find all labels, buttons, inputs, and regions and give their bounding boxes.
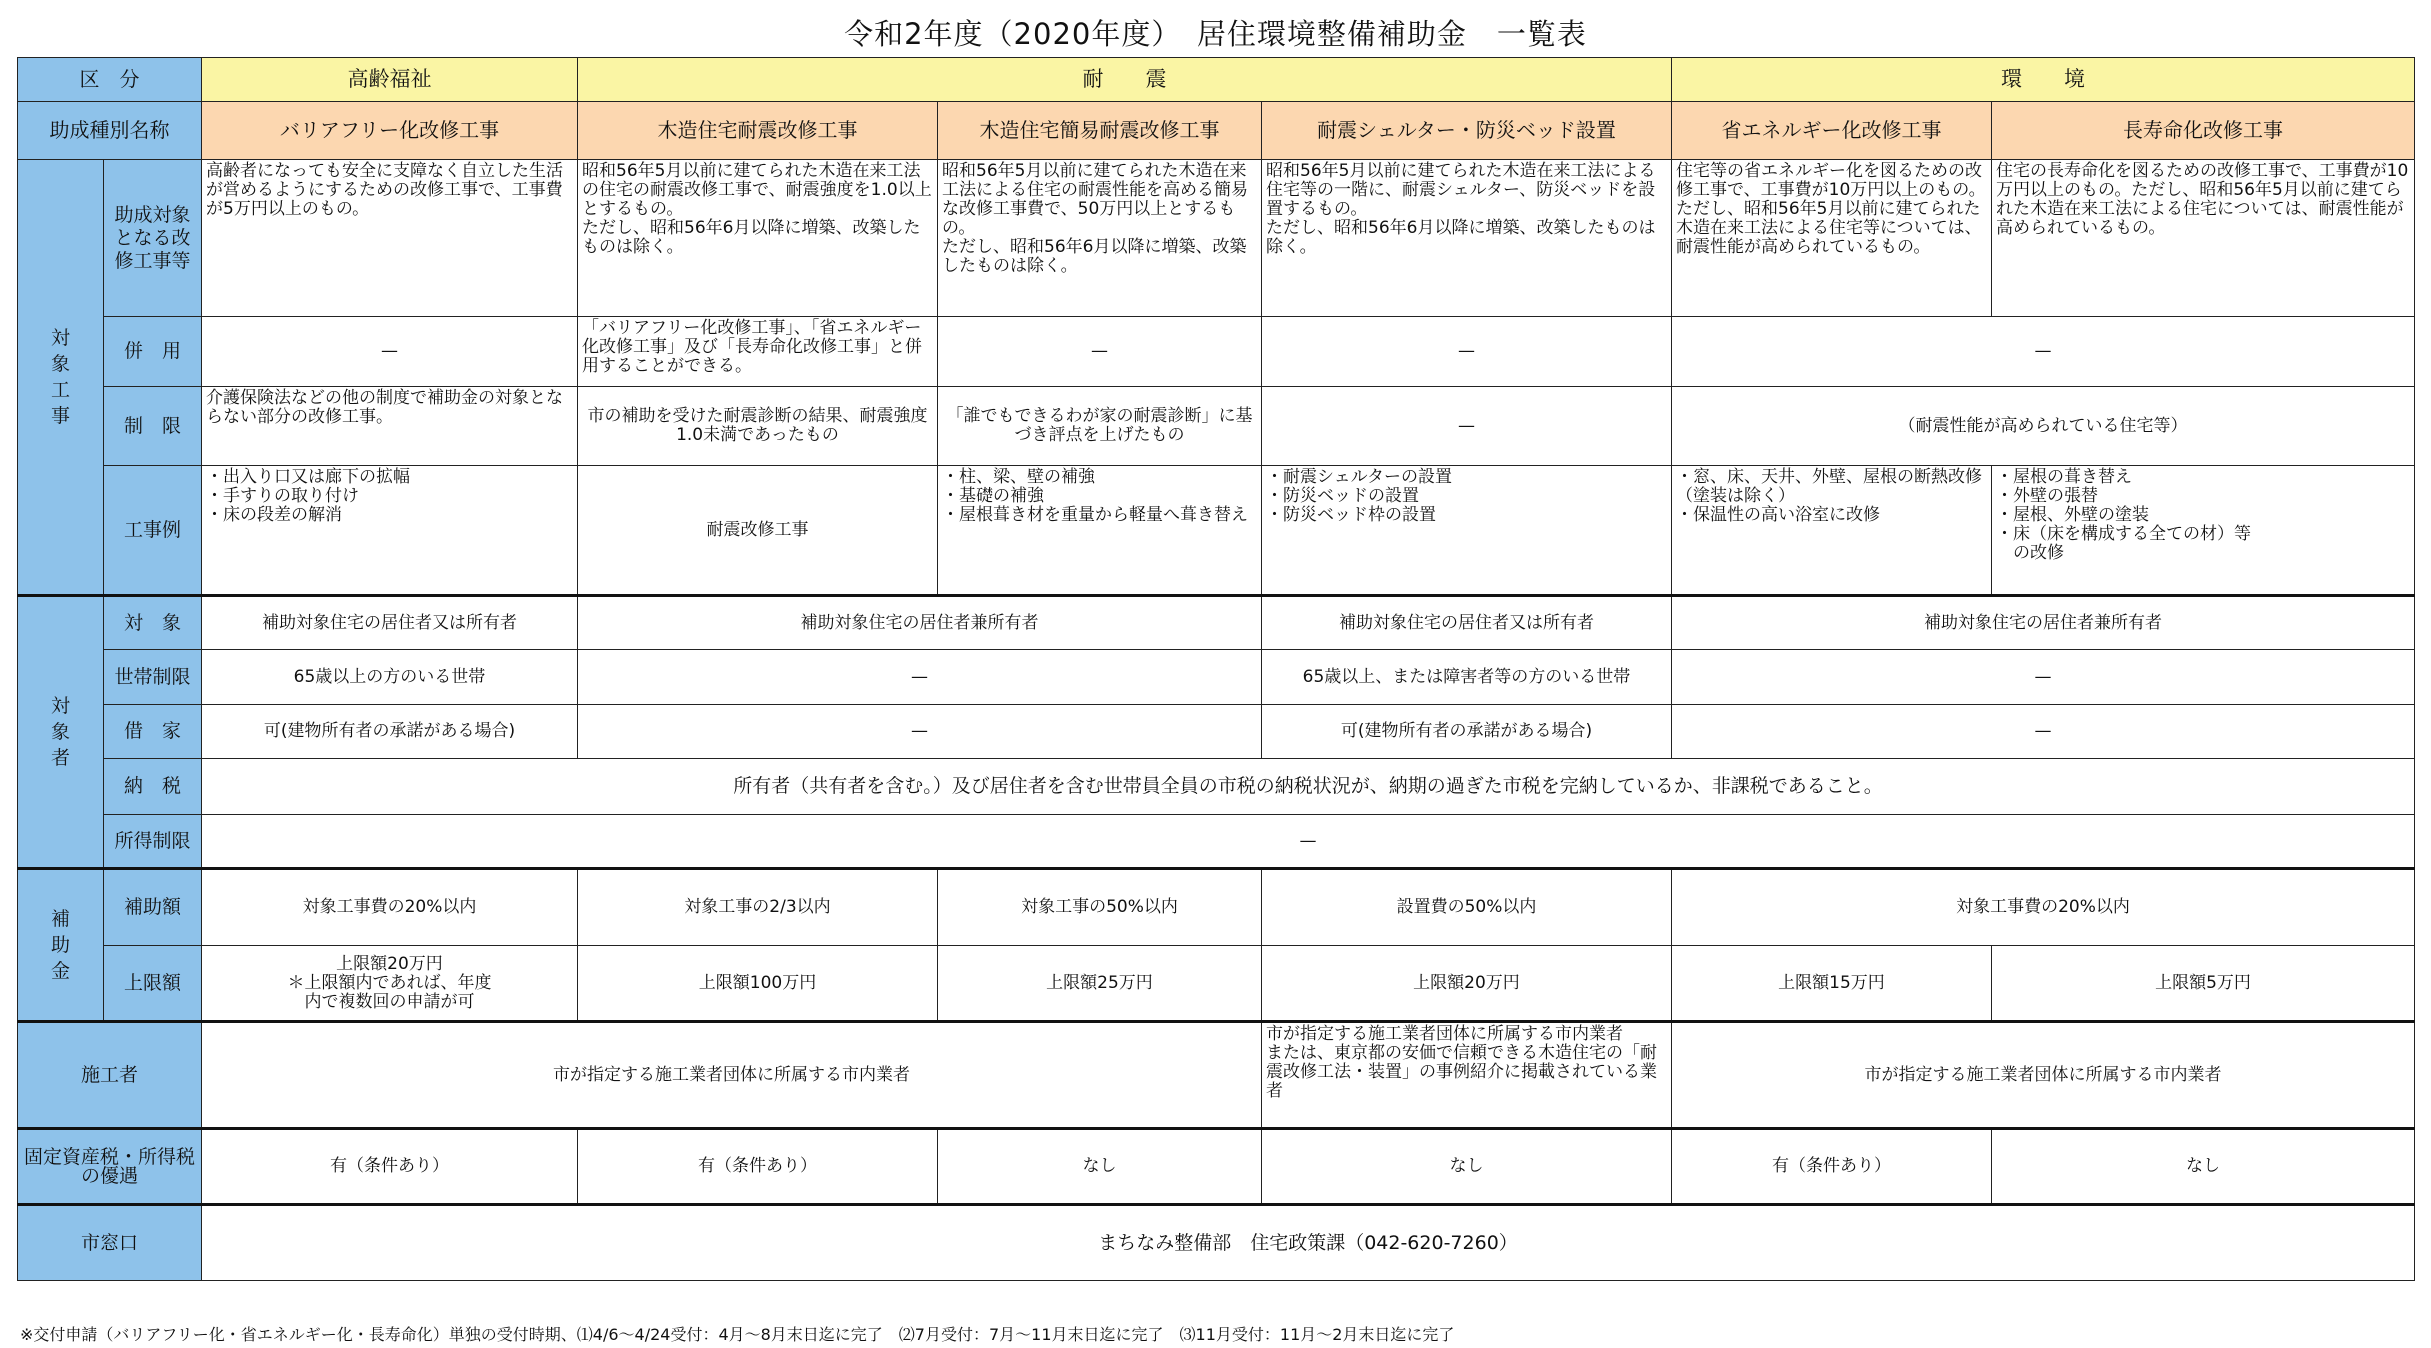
group-taishin: 耐 震 [578,58,1672,102]
type-barrier-free: バリアフリー化改修工事 [202,102,578,160]
jougen-cell: 上限額5万円 [1992,946,2415,1022]
shakuya-cell: — [578,705,1262,759]
zeisei-cell: なし [1992,1129,2415,1205]
setai-cell: — [1672,650,2415,705]
setai-cell: — [578,650,1262,705]
footnote: ※交付申請（バリアフリー化・省エネルギー化・長寿命化）単独の受付時期、⑴4/6～4/24受付：4月～8月末日迄に完了 ⑵7月受付：7月～11月末日迄に完了 ⑶11月受付：11月～2月末日迄に完了 [20,1325,1455,1344]
zeisei-cell: 有（条件あり） [202,1129,578,1205]
shakuya-cell: — [1672,705,2415,759]
taisho-cell: 補助対象住宅の居住者兼所有者 [1672,596,2415,650]
jougen-cell: 上限額20万円 [1262,946,1672,1022]
shotoku-cell: — [202,815,2415,869]
seigen-label: 制 限 [104,387,202,466]
type-kan-i-taishin: 木造住宅簡易耐震改修工事 [938,102,1262,160]
jirei-label: 工事例 [104,466,202,596]
seigen-cell: — [1262,387,1672,466]
heiyou-label: 併 用 [104,317,202,387]
jougen-cell: 上限額20万円 ＊上限額内であれば、年度 内で複数回の申請が可 [202,946,578,1022]
section-person-label: 対象者 [18,596,104,869]
madoguchi-label: 市窓口 [18,1205,202,1281]
jirei-cell: ・柱、梁、壁の補強 ・基礎の補強 ・屋根葺き材を重量から軽量へ葺き替え [938,466,1262,596]
subsidy-table [17,57,2415,1281]
hojogaku-cell: 対象工事費の20%以内 [202,869,578,946]
target-label: 助成対象となる改修工事等 [104,160,202,317]
target-cell: 住宅の長寿命化を図るための改修工事で、工事費が10万円以上のもの。ただし、昭和56年5月以前に建てられた木造在来工法による住宅については、耐震性能が高められているもの。 [1992,160,2415,317]
heiyou-cell: 「バリアフリー化改修工事」、「省エネルギー化改修工事」及び「長寿命化改修工事」と併用することができる。 [578,317,938,387]
setai-label: 世帯制限 [104,650,202,705]
seigen-cell: （耐震性能が高められている住宅等） [1672,387,2415,466]
taisho-cell: 補助対象住宅の居住者又は所有者 [202,596,578,650]
page-title: 令和2年度（2020年度） 居住環境整備補助金 一覧表 [844,17,1587,51]
target-cell: 昭和56年5月以前に建てられた木造在来工法による住宅等の一階に、耐震シェルター、防災ベッドを設置するもの。 ただし、昭和56年6月以降に増築、改築したものは除く。 [1262,160,1672,317]
hojogaku-cell: 対象工事の50%以内 [938,869,1262,946]
zeisei-cell: 有（条件あり） [578,1129,938,1205]
nouzei-label: 納 税 [104,759,202,815]
josei-label: 助成種別名称 [18,102,202,160]
seigen-cell: 市の補助を受けた耐震診断の結果、耐震強度1.0未満であったもの [578,387,938,466]
sekousha-label: 施工者 [18,1022,202,1129]
type-shelter: 耐震シェルター・防災ベッド設置 [1262,102,1672,160]
hojogaku-cell: 対象工事費の20%以内 [1672,869,2415,946]
nouzei-cell: 所有者（共有者を含む。）及び居住者を含む世帯員全員の市税の納税状況が、納期の過ぎた市税を完納しているか、非課税であること。 [202,759,2415,815]
setai-cell: 65歳以上、または障害者等の方のいる世帯 [1262,650,1672,705]
heiyou-cell: — [938,317,1262,387]
madoguchi-value: まちなみ整備部 住宅政策課（042-620-7260） [202,1205,2415,1281]
heiyou-cell: — [202,317,578,387]
sekousha-cell: 市が指定する施工業者団体に所属する市内業者 または、東京都の安価で信頼できる木造住宅の「耐震改修工法・装置」の事例紹介に掲載されている業者 [1262,1022,1672,1129]
zeisei-cell: なし [1262,1129,1672,1205]
group-koureifukushi: 高齢福祉 [202,58,578,102]
jirei-cell: ・屋根の葺き替え ・外壁の張替 ・屋根、外壁の塗装 ・床（床を構成する全ての材）等 の改修 [1992,466,2415,596]
shakuya-cell: 可(建物所有者の承諾がある場合) [1262,705,1672,759]
jougen-cell: 上限額100万円 [578,946,938,1022]
sekousha-cell: 市が指定する施工業者団体に所属する市内業者 [1672,1022,2415,1129]
hojogaku-label: 補助額 [104,869,202,946]
kubun-header: 区 分 [18,58,202,102]
target-cell: 昭和56年5月以前に建てられた木造在来工法による住宅の耐震性能を高める簡易な改修工事費で、50万円以上とするもの。 ただし、昭和56年6月以降に増築、改築したものは除く。 [938,160,1262,317]
seigen-cell: 「誰でもできるわが家の耐震診断」に基づき評点を上げたもの [938,387,1262,466]
target-cell: 住宅等の省エネルギー化を図るための改修工事で、工事費が10万円以上のもの。ただし、昭和56年5月以前に建てられた木造在来工法による住宅等については、耐震性能が高められているもの。 [1672,160,1992,317]
section-money-label: 補助金 [18,869,104,1022]
sekousha-cell: 市が指定する施工業者団体に所属する市内業者 [202,1022,1262,1129]
shakuya-label: 借 家 [104,705,202,759]
target-cell: 昭和56年5月以前に建てられた木造在来工法の住宅の耐震改修工事で、耐震強度を1.0以上とするもの。 ただし、昭和56年6月以降に増築、改築したものは除く。 [578,160,938,317]
target-cell: 高齢者になっても安全に支障なく自立した生活が営めるようにするための改修工事で、工事費が5万円以上のもの。 [202,160,578,317]
taisho-cell: 補助対象住宅の居住者又は所有者 [1262,596,1672,650]
hojogaku-cell: 設置費の50%以内 [1262,869,1672,946]
heiyou-cell: — [1672,317,2415,387]
type-shoene: 省エネルギー化改修工事 [1672,102,1992,160]
taisho-label: 対 象 [104,596,202,650]
zeisei-cell: なし [938,1129,1262,1205]
shotoku-label: 所得制限 [104,815,202,869]
jougen-cell: 上限額15万円 [1672,946,1992,1022]
type-choujumyou: 長寿命化改修工事 [1992,102,2415,160]
type-mokuzou-taishin: 木造住宅耐震改修工事 [578,102,938,160]
jougen-label: 上限額 [104,946,202,1022]
taisho-cell: 補助対象住宅の居住者兼所有者 [578,596,1262,650]
hojogaku-cell: 対象工事の2/3以内 [578,869,938,946]
group-kankyo: 環 境 [1672,58,2415,102]
heiyou-cell: — [1262,317,1672,387]
jirei-cell: ・出入り口又は廊下の拡幅 ・手すりの取り付け ・床の段差の解消 [202,466,578,596]
jirei-cell: ・窓、床、天井、外壁、屋根の断熱改修 （塗装は除く） ・保温性の高い浴室に改修 [1672,466,1992,596]
jirei-cell: 耐震改修工事 [578,466,938,596]
jougen-cell: 上限額25万円 [938,946,1262,1022]
seigen-cell: 介護保険法などの他の制度で補助金の対象とならない部分の改修工事。 [202,387,578,466]
section-work-label: 対象工事 [18,160,104,596]
setai-cell: 65歳以上の方のいる世帯 [202,650,578,705]
zeisei-label: 固定資産税・所得税の優遇 [18,1129,202,1205]
jirei-cell: ・耐震シェルターの設置 ・防災ベッドの設置 ・防災ベッド枠の設置 [1262,466,1672,596]
zeisei-cell: 有（条件あり） [1672,1129,1992,1205]
shakuya-cell: 可(建物所有者の承諾がある場合) [202,705,578,759]
